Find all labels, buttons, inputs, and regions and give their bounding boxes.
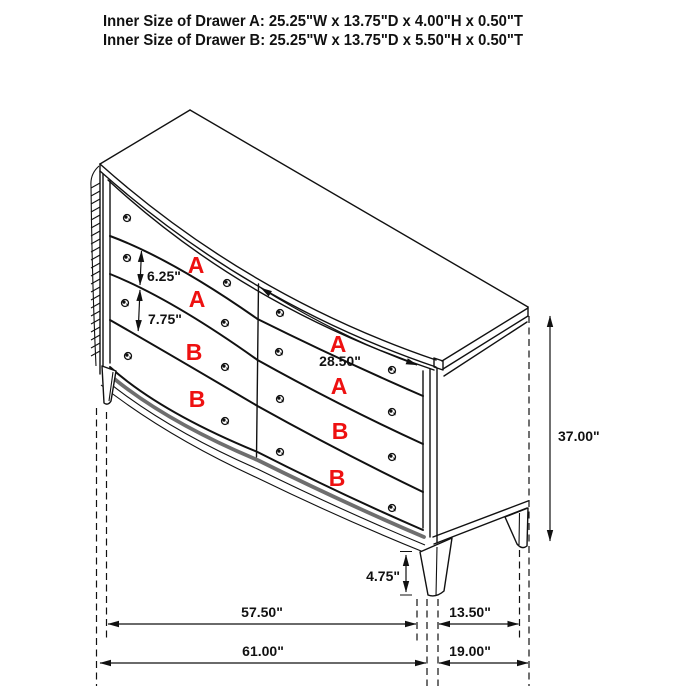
- dim-label-drawer-b-height: 7.75": [148, 311, 182, 327]
- dim-arrow-drawer-a-height: [140, 251, 142, 285]
- knob-icon: [276, 349, 283, 356]
- knob-icon: [224, 280, 231, 287]
- drawer-label: A: [329, 331, 347, 357]
- knob-icon: [124, 215, 131, 222]
- knob-icon: [222, 364, 229, 371]
- knob-icon: [277, 310, 284, 317]
- drawer-label: A: [188, 286, 206, 312]
- center-divider: [257, 284, 259, 457]
- dim-label-total-height: 37.00": [558, 428, 600, 444]
- knob-icon: [277, 449, 284, 456]
- knob-icon: [389, 454, 396, 461]
- knob-icon: [389, 505, 396, 512]
- dim-label-drawer-a-height: 6.25": [147, 268, 181, 284]
- dim-label-total-depth: 19.00": [449, 643, 491, 659]
- front-face-frame: [100, 172, 437, 543]
- dim-arrow-drawer-b-height: [138, 290, 140, 331]
- title-drawer-b-size: Inner Size of Drawer B: 25.25"W x 13.75"D x 5.50"H x 0.50"T: [103, 32, 524, 49]
- knob-icon: [124, 255, 131, 262]
- knob-icon: [222, 418, 229, 425]
- drawer-label: A: [330, 373, 348, 399]
- dimension-labels: [147, 268, 600, 659]
- drawer-label: B: [188, 386, 206, 412]
- drawer-label: B: [331, 418, 349, 444]
- knob-icon: [222, 320, 229, 327]
- knob-icon: [389, 409, 396, 416]
- knob-icon: [122, 300, 129, 307]
- dim-label-front-leg-span: 57.50": [241, 604, 283, 620]
- drawer-label: B: [328, 465, 346, 491]
- drawer-label: B: [185, 339, 203, 365]
- knob-icon: [277, 396, 284, 403]
- bottom-moulding: [101, 372, 426, 553]
- knob-icon: [125, 353, 132, 360]
- back-right-leg: [505, 508, 528, 548]
- right-side-panel: [433, 316, 529, 686]
- knob-icon: [389, 367, 396, 374]
- dim-label-leg-height: 4.75": [366, 568, 400, 584]
- dim-label-drawer-width: 28.50": [319, 353, 361, 369]
- title-drawer-a-size: Inner Size of Drawer A: 25.25"W x 13.75"D x 4.00"H x 0.50"T: [103, 13, 524, 30]
- dim-label-side-leg-span: 13.50": [449, 604, 491, 620]
- drawer-label: A: [187, 252, 205, 278]
- dim-label-total-width: 61.00": [242, 643, 284, 659]
- left-side-panel: [91, 166, 100, 366]
- dresser-top: [100, 110, 528, 370]
